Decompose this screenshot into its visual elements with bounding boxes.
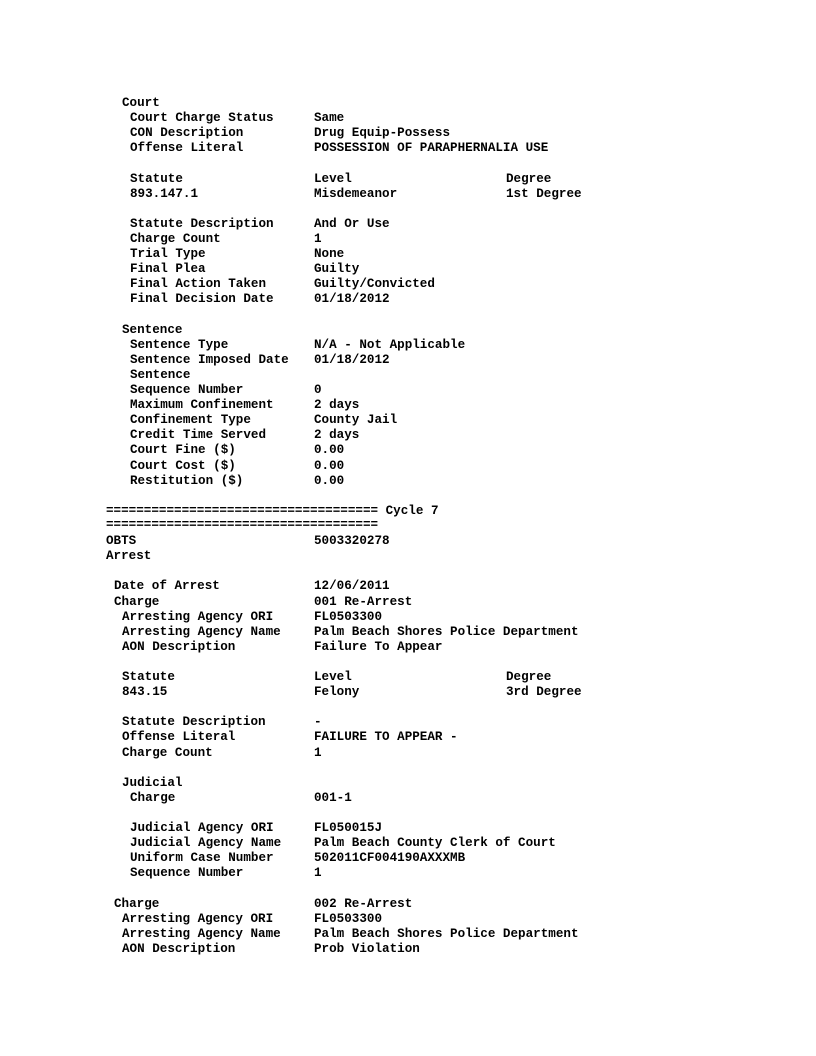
sentence-subheading-row <box>0 368 191 383</box>
charge-1-degree-header: Degree <box>506 670 552 684</box>
charge-1-level-value: Felony <box>314 685 360 699</box>
charge-1-statute-value: 843.15 <box>122 685 168 699</box>
judicial-charge-row <box>0 791 352 806</box>
charge-2-aon-row <box>0 942 420 957</box>
judicial-sequence-number-row <box>0 866 322 881</box>
judicial-sequence-number-value: 1 <box>314 866 322 880</box>
court-heading-row <box>0 96 160 111</box>
charge-1-offense-literal-label: Offense Literal <box>122 730 236 744</box>
charge-1-offense-literal-row <box>0 730 458 745</box>
maximum-confinement-value: 2 days <box>314 398 360 412</box>
court-statute-value: 893.147.1 <box>130 187 199 201</box>
judicial-agency-name-row <box>0 836 556 851</box>
obts-value: 5003320278 <box>314 534 390 548</box>
date-of-arrest-row <box>0 579 390 594</box>
confinement-type-value: County Jail <box>314 413 398 427</box>
court-fine-label: Court Fine ($) <box>130 443 236 457</box>
judicial-heading-row <box>0 776 183 791</box>
court-degree-header: Degree <box>506 172 552 186</box>
final-decision-date-value: 01/18/2012 <box>314 292 390 306</box>
court-fine-value: 0.00 <box>314 443 345 457</box>
final-plea-value: Guilty <box>314 262 360 276</box>
charge-1-offense-literal-value: FAILURE TO APPEAR - <box>314 730 458 744</box>
court-degree-value: 1st Degree <box>506 187 582 201</box>
obts-row <box>0 534 390 549</box>
court-level-value: Misdemeanor <box>314 187 398 201</box>
court-charge-status-row <box>0 111 345 126</box>
charge-2-agency-ori-row <box>0 912 383 927</box>
charge-2-agency-ori-label: Arresting Agency ORI <box>122 912 274 926</box>
sentence-subheading: Sentence <box>130 368 191 382</box>
con-description-label: CON Description <box>130 126 244 140</box>
charge-1-heading-value: 001 Re-Arrest <box>314 595 413 609</box>
charge-1-agency-name-value: Palm Beach Shores Police Department <box>314 625 579 639</box>
charge-2-heading-value: 002 Re-Arrest <box>314 897 413 911</box>
charge-2-heading-row <box>0 897 413 912</box>
judicial-charge-value: 001-1 <box>314 791 352 805</box>
court-offense-literal-row <box>0 141 549 156</box>
date-of-arrest-value: 12/06/2011 <box>314 579 390 593</box>
credit-time-served-value: 2 days <box>314 428 360 442</box>
court-level-header: Level <box>314 172 352 186</box>
arrest-heading: Arrest <box>106 549 152 563</box>
maximum-confinement-label: Maximum Confinement <box>130 398 274 412</box>
charge-1-statute-description-label: Statute Description <box>122 715 266 729</box>
confinement-type-row <box>0 413 398 428</box>
charge-1-charge-count-row <box>0 746 322 761</box>
charge-1-statute-row <box>0 685 582 700</box>
final-action-label: Final Action Taken <box>130 277 267 291</box>
trial-type-value: None <box>314 247 345 261</box>
charge-1-degree-value: 3rd Degree <box>506 685 582 699</box>
trial-type-label: Trial Type <box>130 247 206 261</box>
sentence-type-label: Sentence Type <box>130 338 229 352</box>
charge-2-agency-name-row <box>0 927 579 942</box>
uniform-case-number-label: Uniform Case Number <box>130 851 274 865</box>
charge-1-heading-row <box>0 595 413 610</box>
court-heading: Court <box>122 96 160 110</box>
sentence-imposed-date-value: 01/18/2012 <box>314 353 390 367</box>
court-offense-literal-label: Offense Literal <box>130 141 244 155</box>
sentence-heading-row <box>0 323 183 338</box>
judicial-charge-label: Charge <box>130 791 176 805</box>
restitution-row <box>0 474 345 489</box>
confinement-type-label: Confinement Type <box>130 413 251 427</box>
charge-1-charge-count-label: Charge Count <box>122 746 213 760</box>
judicial-sequence-number-label: Sequence Number <box>130 866 244 880</box>
credit-time-served-row <box>0 428 360 443</box>
maximum-confinement-row <box>0 398 360 413</box>
court-charge-status-label: Court Charge Status <box>130 111 274 125</box>
charge-1-agency-ori-value: FL0503300 <box>314 610 383 624</box>
judicial-agency-ori-label: Judicial Agency ORI <box>130 821 274 835</box>
sentence-type-row <box>0 338 466 353</box>
court-cost-value: 0.00 <box>314 459 345 473</box>
cycle-separator: ==================================== Cycle 7 <box>106 504 439 518</box>
sentence-sequence-number-row <box>0 383 322 398</box>
charge-1-level-header: Level <box>314 670 352 684</box>
charge-1-agency-ori-row <box>0 610 383 625</box>
date-of-arrest-label: Date of Arrest <box>114 579 220 593</box>
court-statute-description-label: Statute Description <box>130 217 274 231</box>
judicial-agency-name-value: Palm Beach County Clerk of Court <box>314 836 556 850</box>
judicial-heading: Judicial <box>122 776 183 790</box>
sentence-sequence-number-value: 0 <box>314 383 322 397</box>
court-statute-row <box>0 187 582 202</box>
charge-2-aon-label: AON Description <box>122 942 236 956</box>
charge-1-aon-label: AON Description <box>122 640 236 654</box>
uniform-case-number-value: 502011CF004190AXXXMB <box>314 851 466 865</box>
court-statute-header-row <box>0 172 552 187</box>
final-action-value: Guilty/Convicted <box>314 277 435 291</box>
charge-1-agency-name-label: Arresting Agency Name <box>122 625 281 639</box>
final-decision-date-row <box>0 292 390 307</box>
court-statute-header: Statute <box>130 172 183 186</box>
cycle-separator-row-2 <box>0 518 379 533</box>
court-charge-status-value: Same <box>314 111 345 125</box>
trial-type-row <box>0 247 345 262</box>
sentence-sequence-number-label: Sequence Number <box>130 383 244 397</box>
charge-2-agency-name-value: Palm Beach Shores Police Department <box>314 927 579 941</box>
court-cost-label: Court Cost ($) <box>130 459 236 473</box>
judicial-agency-ori-row <box>0 821 383 836</box>
charge-1-statute-header: Statute <box>122 670 175 684</box>
charge-1-statute-description-value: - <box>314 715 322 729</box>
charge-1-agency-ori-label: Arresting Agency ORI <box>122 610 274 624</box>
cycle-separator-continued: ==================================== <box>106 518 379 532</box>
charge-1-heading-label: Charge <box>114 595 160 609</box>
credit-time-served-label: Credit Time Served <box>130 428 267 442</box>
court-fine-row <box>0 443 345 458</box>
charge-1-aon-row <box>0 640 443 655</box>
charge-1-agency-name-row <box>0 625 579 640</box>
final-action-row <box>0 277 435 292</box>
judicial-agency-ori-value: FL050015J <box>314 821 383 835</box>
sentence-imposed-date-label: Sentence Imposed Date <box>130 353 289 367</box>
con-description-value: Drug Equip-Possess <box>314 126 451 140</box>
court-charge-count-value: 1 <box>314 232 322 246</box>
charge-2-aon-value: Prob Violation <box>314 942 420 956</box>
charge-1-aon-value: Failure To Appear <box>314 640 443 654</box>
charge-2-agency-name-label: Arresting Agency Name <box>122 927 281 941</box>
sentence-type-value: N/A - Not Applicable <box>314 338 466 352</box>
charge-2-agency-ori-value: FL0503300 <box>314 912 383 926</box>
restitution-label: Restitution ($) <box>130 474 244 488</box>
sentence-heading: Sentence <box>122 323 183 337</box>
court-cost-row <box>0 459 345 474</box>
charge-1-statute-header-row <box>0 670 552 685</box>
court-offense-literal-value: POSSESSION OF PARAPHERNALIA USE <box>314 141 549 155</box>
judicial-agency-name-label: Judicial Agency Name <box>130 836 282 850</box>
final-plea-label: Final Plea <box>130 262 206 276</box>
sentence-imposed-date-row <box>0 353 390 368</box>
restitution-value: 0.00 <box>314 474 345 488</box>
charge-2-heading-label: Charge <box>114 897 160 911</box>
charge-1-statute-description-row <box>0 715 322 730</box>
con-description-row <box>0 126 451 141</box>
court-statute-description-row <box>0 217 390 232</box>
court-statute-description-value: And Or Use <box>314 217 390 231</box>
court-charge-count-label: Charge Count <box>130 232 221 246</box>
cycle-separator-row <box>0 504 439 519</box>
charge-1-charge-count-value: 1 <box>314 746 322 760</box>
uniform-case-number-row <box>0 851 466 866</box>
final-plea-row <box>0 262 360 277</box>
obts-label: OBTS <box>106 534 137 548</box>
arrest-heading-row <box>0 549 152 564</box>
court-charge-count-row <box>0 232 322 247</box>
final-decision-date-label: Final Decision Date <box>130 292 274 306</box>
